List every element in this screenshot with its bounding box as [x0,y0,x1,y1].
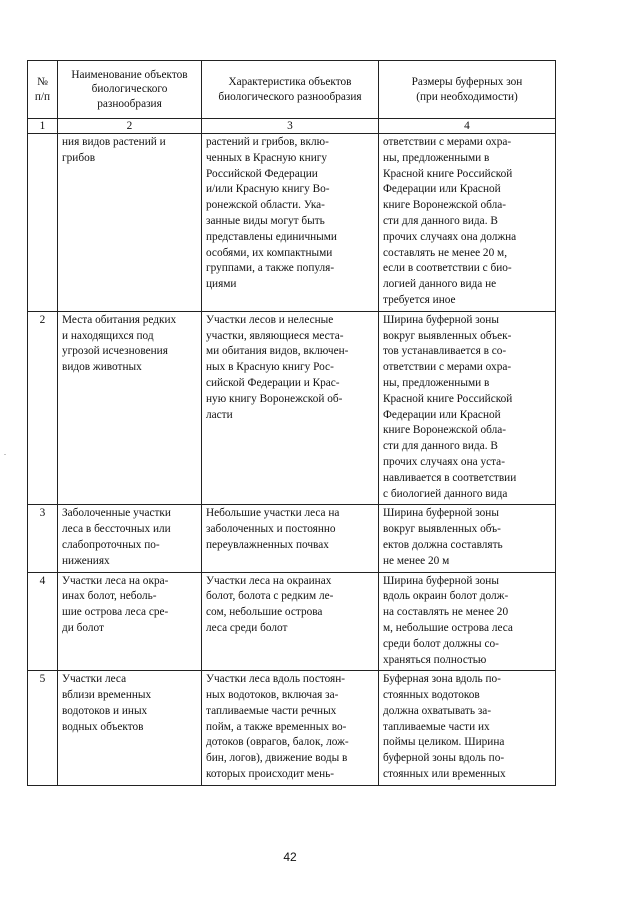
column-number-1: 1 [28,119,58,134]
row-number: 3 [28,505,58,572]
row-number: 2 [28,311,58,505]
header-object-name: Наименование объектов биологического разнообразия [58,61,202,119]
row-number: 4 [28,572,58,671]
column-number-row [28,119,556,134]
table-row [28,505,556,572]
object-name: Участки леса вблизи временных водотоков и иных водных объектов [58,671,202,786]
buffer-zone-size: ответствии с мерами охра- ны, предложенными в Красной книге Российской Федерации или Красной книге Воронежской обла- сти для данного вида. В прочих случаях она должна составлять не менее 20 м, если в соответствии с био- логией данного вида не требуется иное [379,134,556,312]
header-characteristic: Характеристика объектов биологического разнообразия [202,61,379,119]
header-number: № п/п [28,61,58,119]
table-row [28,572,556,671]
row-number: 5 [28,671,58,786]
buffer-zone-size: Ширина буферной зоны вокруг выявленных объек- тов устанавливается в со- ответствии с мерами охра- ны, предложенными в Красной книге Российской Федерации или Красной книге Воронежской обла- сти для данного вида. В прочих случаях она уста- навливается в соответствии с биологией данного вида [379,311,556,505]
column-number-2: 2 [58,119,202,134]
biodiversity-table [27,60,556,786]
table-row [28,134,556,312]
buffer-zone-size: Ширина буферной зоны вдоль окраин болот долж- на составлять не менее 20 м, небольшие острова леса среди болот должны со- храняться полностью [379,572,556,671]
table-row [28,671,556,786]
table-header-row [28,61,556,119]
header-buffer-zone: Размеры буферных зон (при необходимости) [379,61,556,119]
margin-mark: . [4,448,6,457]
object-characteristic: Участки леса вдоль постоян- ных водотоков, включая за- тапливаемые части речных пойм, а также временных во- дотоков (оврагов, балок, лож- бин, логов), движение воды в которых происходит мень- [202,671,379,786]
object-name: ния видов растений и грибов [58,134,202,312]
buffer-zone-size: Ширина буферной зоны вокруг выявленных объ- ектов должна составлять не менее 20 м [379,505,556,572]
object-characteristic: Небольшие участки леса на заболоченных и постоянно переувлажненных почвах [202,505,379,572]
object-characteristic: Участки лесов и нелесные участки, являющиеся места- ми обитания видов, включен- ных в Красную книгу Рос- сийской Федерации и Крас- ную книгу Воронежской об- ласти [202,311,379,505]
table-row [28,311,556,505]
column-number-3: 3 [202,119,379,134]
page-number: 42 [283,850,297,864]
object-name: Участки леса на окра- инах болот, неболь- шие острова леса сре- ди болот [58,572,202,671]
row-number [28,134,58,312]
object-name: Места обитания редких и находящихся под угрозой исчезновения видов животных [58,311,202,505]
object-name: Заболоченные участки леса в бессточных или слабопроточных по- нижениях [58,505,202,572]
buffer-zone-size: Буферная зона вдоль по- стоянных водотоков должна охватывать за- тапливаемые части их поймы целиком. Ширина буферной зоны вдоль по- стоянных или временных [379,671,556,786]
object-characteristic: Участки леса на окраинах болот, болота с редким ле- сом, небольшие острова леса среди болот [202,572,379,671]
column-number-4: 4 [379,119,556,134]
object-characteristic: растений и грибов, вклю- ченных в Красную книгу Российской Федерации и/или Красную книгу Во- ронежской области. Ука- занные виды могут быть представлены единичными особями, их компактными группами, а также популя- циями [202,134,379,312]
